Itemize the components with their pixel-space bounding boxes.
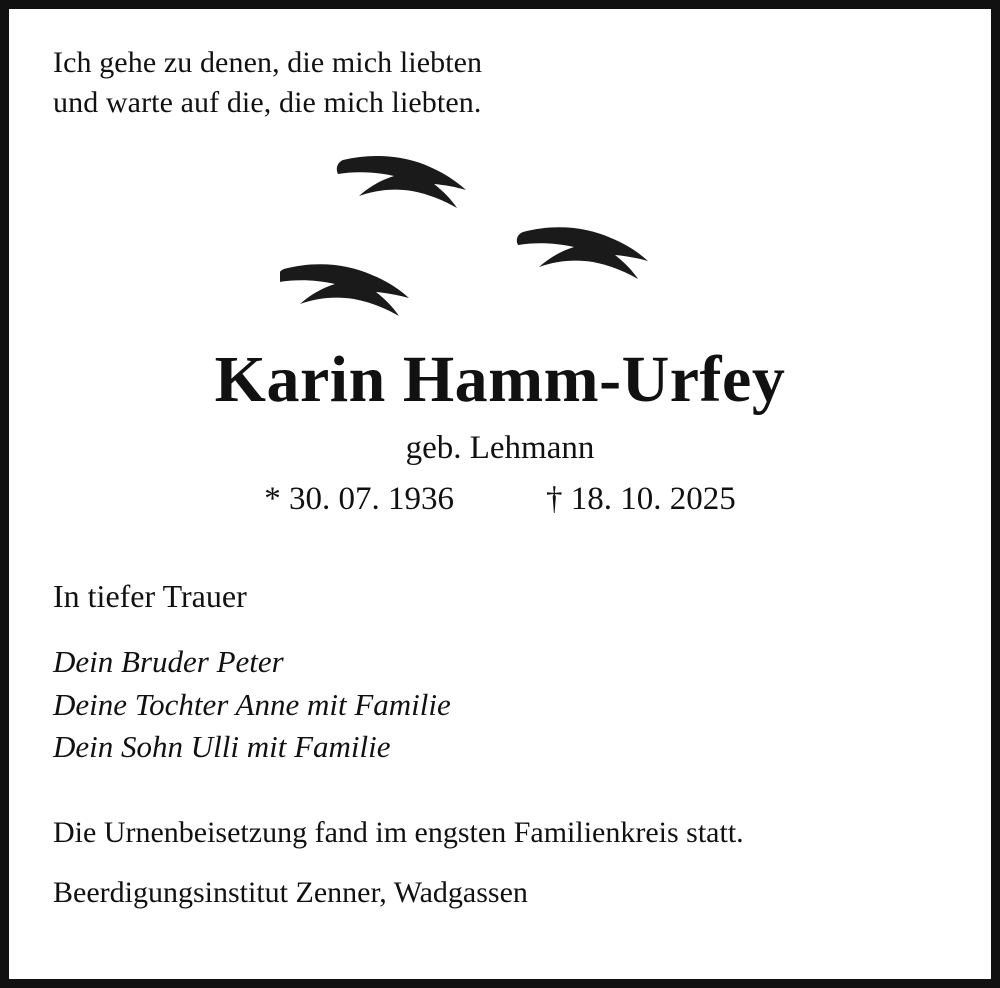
surviving-family-list [53,641,951,768]
life-dates [49,481,951,518]
family-line-1: Dein Bruder Peter [53,644,284,680]
funeral-institute: Beerdigungsinstitut Zenner, Wadgassen [53,876,528,910]
birth-date: * 30. 07. 1936 [264,481,454,518]
obituary-content [49,43,951,967]
deceased-maiden-name: geb. Lehmann [405,430,595,467]
three-flying-birds-icon [49,149,951,339]
memorial-quote-line-2: und warte auf die, die mich liebten. [53,85,482,119]
mourning-heading: In tiefer Trauer [53,578,247,615]
memorial-quote-line-1: Ich gehe zu denen, die mich liebten [53,46,483,79]
family-line-3: Dein Sohn Ulli mit Familie [53,729,391,765]
deceased-name: Karin Hamm-Urfey [214,342,786,416]
funeral-notice: Die Urnenbeisetzung fand im engsten Familienkreis statt. [53,816,744,850]
memorial-quote [53,43,951,123]
family-line-2: Deine Tochter Anne mit Familie [53,686,451,722]
death-date: † 18. 10. 2025 [546,481,736,518]
